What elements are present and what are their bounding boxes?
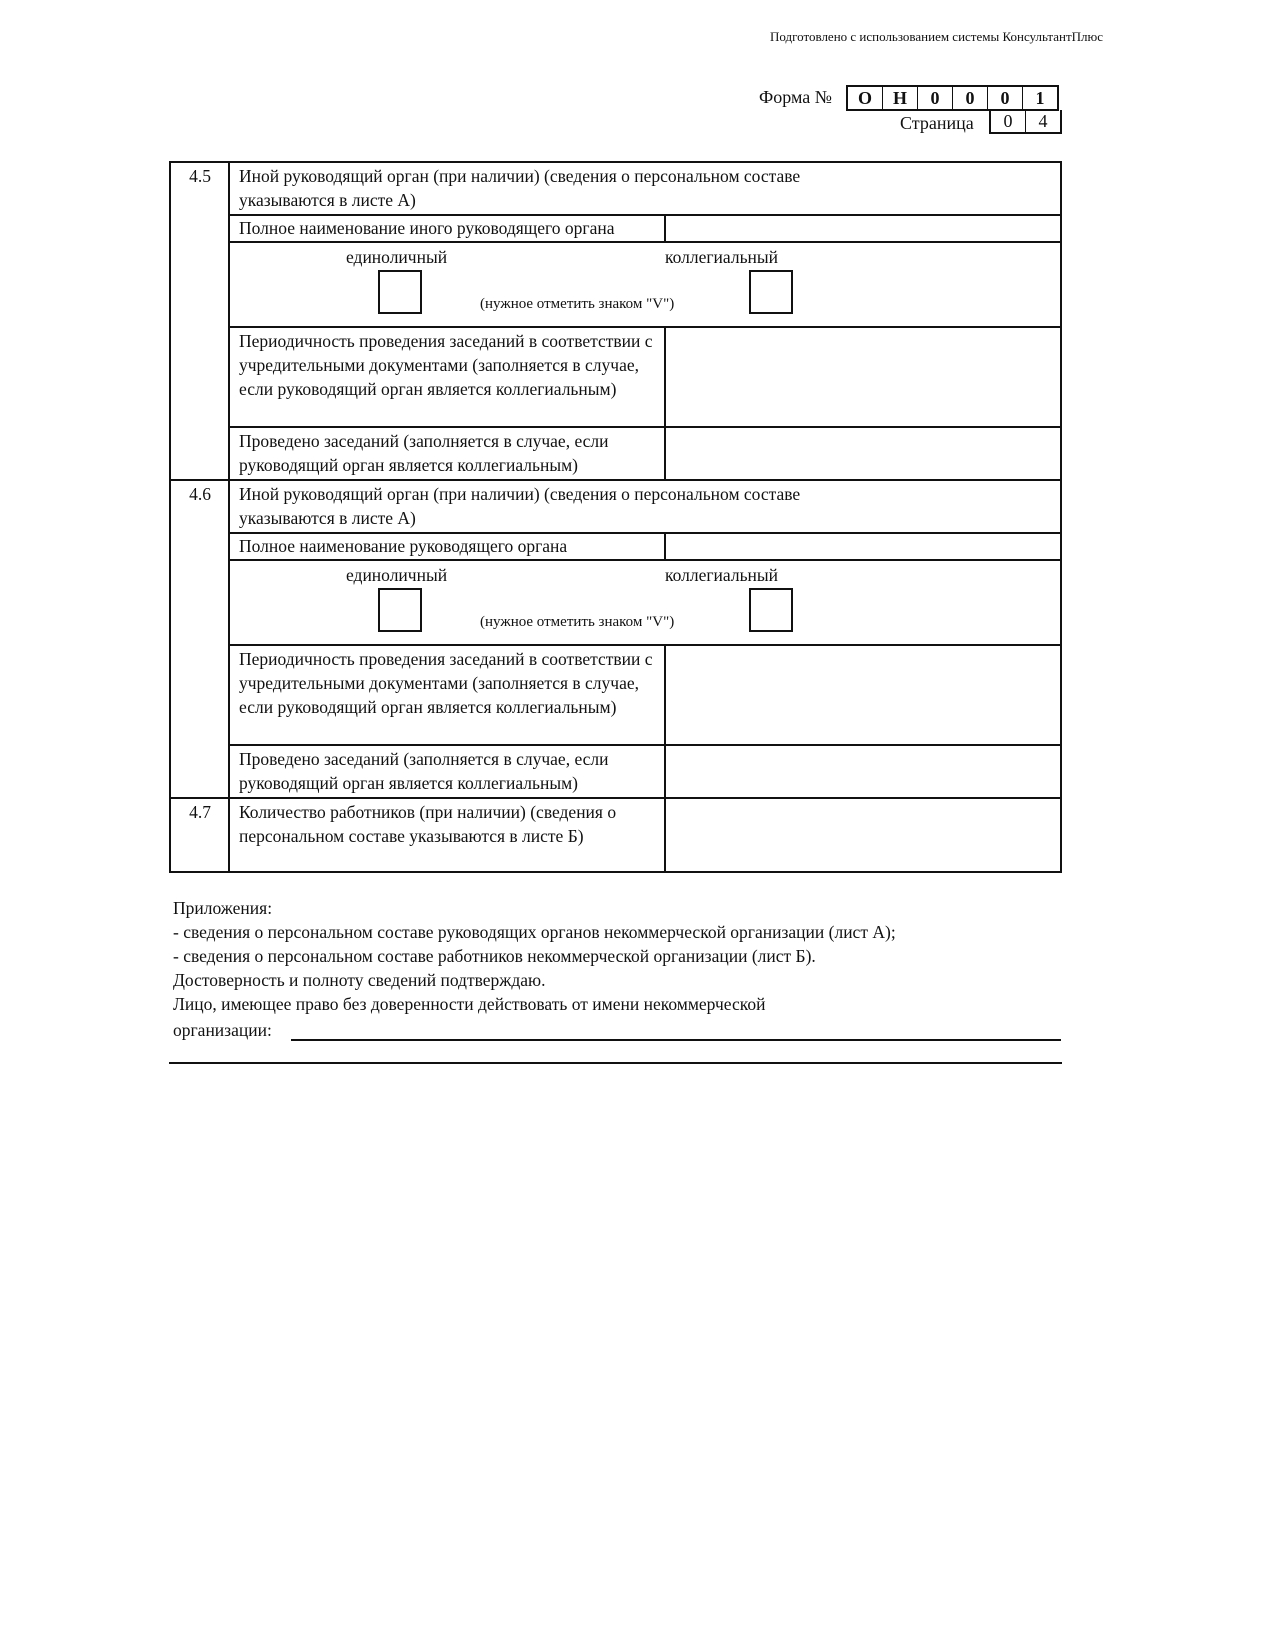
sole-label: единоличный [346,565,448,585]
full-name-label: Полное наименование иного руководящего органа [229,215,665,242]
collegial-checkbox[interactable] [749,270,793,314]
form-number-label: Форма № [759,87,832,107]
meetings-held-field[interactable] [665,427,1061,480]
footer-line: Лицо, имеющее право без доверенности действовать от имени некоммерческой [173,994,766,1014]
form-code-cells [846,85,1059,111]
full-name-label: Полное наименование руководящего органа [229,533,665,560]
full-name-field[interactable] [665,215,1061,242]
page-number-cells [989,110,1062,134]
type-choice-cell [229,242,1061,327]
periodicity-field[interactable] [665,645,1061,745]
form-code-cell: 1 [1022,87,1057,109]
page-number-cell: 4 [1025,110,1060,132]
full-name-field[interactable] [665,533,1061,560]
footer-text [173,896,896,1042]
footer-line: - сведения о персональном составе руководящих органов некоммерческой организации (лист А); [173,922,896,942]
collegial-label: коллегиальный [665,247,779,267]
section-title: Иной руководящий орган (при наличии) (сведения о персональном составе указываются в листе А) [229,162,1061,215]
periodicity-field[interactable] [665,327,1061,427]
section-number: 4.5 [170,162,229,480]
form-code-cell: 0 [987,87,1022,109]
form-code-cell: 0 [917,87,952,109]
employees-count-field[interactable] [665,798,1061,872]
sole-label: единоличный [346,247,448,267]
end-divider [169,1062,1062,1064]
periodicity-label: Периодичность проведения заседаний в соответствии с учредительными документами (заполняется в случае, если руководящий орган является коллегиальным) [229,327,665,427]
meetings-held-label: Проведено заседаний (заполняется в случае, если руководящий орган является коллегиальным) [229,427,665,480]
page-label: Страница [900,113,974,133]
form-code-cell: Н [882,87,917,109]
collegial-checkbox[interactable] [749,588,793,632]
signature-line[interactable] [291,1039,1061,1041]
section-number: 4.6 [170,480,229,798]
section-number: 4.7 [170,798,229,872]
meetings-held-field[interactable] [665,745,1061,798]
collegial-label: коллегиальный [665,565,779,585]
footer-line: Достоверность и полноту сведений подтверждаю. [173,970,546,990]
sole-checkbox[interactable] [378,588,422,632]
consultant-header: Подготовлено с использованием системы КонсультантПлюс [770,29,1104,44]
meetings-held-label: Проведено заседаний (заполняется в случае, если руководящий орган является коллегиальным) [229,745,665,798]
footer-line: - сведения о персональном составе работников некоммерческой организации (лист Б). [173,946,816,966]
form-code-cell: 0 [952,87,987,109]
check-note: (нужное отметить знаком "V") [480,614,675,630]
sole-checkbox[interactable] [378,270,422,314]
footer-line: Приложения: [173,898,273,918]
form-code-cell: О [857,88,872,108]
section-title: Иной руководящий орган (при наличии) (сведения о персональном составе указываются в листе А) [229,480,1061,533]
form-table [169,161,1062,873]
signature-label: организации: [173,1020,272,1040]
type-choice-cell [229,560,1061,645]
periodicity-label: Периодичность проведения заседаний в соответствии с учредительными документами (заполняется в случае, если руководящий орган является коллегиальным) [229,645,665,745]
employees-count-label: Количество работников (при наличии) (сведения о персональном составе указываются в листе Б) [229,798,665,872]
page-number-cell: 0 [1003,111,1013,131]
check-note: (нужное отметить знаком "V") [480,296,675,312]
